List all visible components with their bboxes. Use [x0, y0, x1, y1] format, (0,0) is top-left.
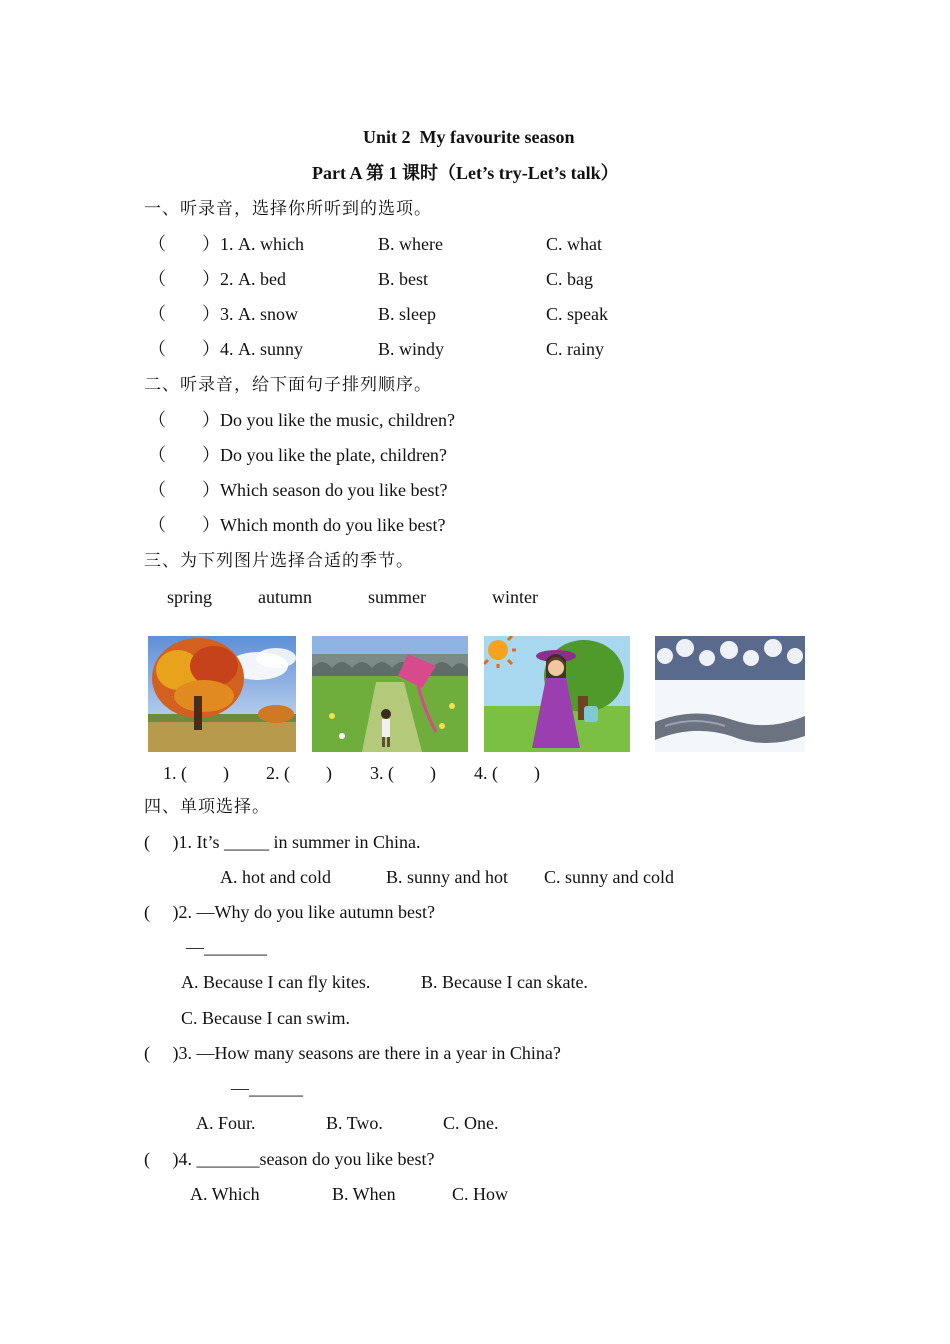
s1-q3-option-a: （ ）3. A. snow — [148, 304, 299, 324]
s1-q3-option-b: B. sleep — [378, 304, 436, 324]
s4-q4-stem: ( )4. _______season do you like best? — [144, 1149, 435, 1169]
s1-q4-option-c: C. rainy — [546, 339, 604, 359]
s1-q4-option-a: （ ）4. A. sunny — [148, 339, 304, 359]
picture-blank-2[interactable]: 2. ( ) — [266, 763, 332, 783]
s4-q2-option-c: C. Because I can swim. — [181, 1008, 350, 1028]
s4-q3-stem: ( )3. —How many seasons are there in a year in China? — [144, 1043, 561, 1063]
s1-q4-option-b: B. windy — [378, 339, 445, 359]
word-autumn: autumn — [258, 587, 312, 607]
s4-q2-stem: ( )2. —Why do you like autumn best? — [144, 902, 435, 922]
kite-meadow-picture — [312, 636, 468, 752]
picture-blank-4[interactable]: 4. ( ) — [474, 763, 540, 783]
s1-q2-option-c: C. bag — [546, 269, 593, 289]
picture-blank-3[interactable]: 3. ( ) — [370, 763, 436, 783]
s4-q1-option-b: B. sunny and hot — [386, 867, 509, 887]
snowy-creek-picture — [655, 636, 805, 752]
s4-q2-answer-blank: —_______ — [186, 937, 267, 957]
s4-q3-option-c: C. One. — [443, 1113, 499, 1133]
s2-sentence-1: （ ）Do you like the music, children? — [148, 410, 455, 430]
s1-q2-option-a: （ ）2. A. bed — [148, 269, 286, 289]
summer-sun-girl-picture — [484, 636, 630, 752]
section2-heading: 二、听录音，给下面句子排列顺序。 — [144, 375, 432, 395]
word-spring: spring — [167, 587, 212, 607]
s4-q3-answer-blank: —______ — [231, 1078, 303, 1098]
word-summer: summer — [368, 587, 426, 607]
s2-sentence-3: （ ）Which season do you like best? — [148, 480, 448, 500]
s4-q1-stem: ( )1. It’s _____ in summer in China. — [144, 832, 421, 852]
word-winter: winter — [492, 587, 538, 607]
s4-q1-option-a: A. hot and cold — [220, 867, 331, 887]
s4-q3-option-b: B. Two. — [326, 1113, 383, 1133]
s1-q3-option-c: C. speak — [546, 304, 608, 324]
picture-blank-1[interactable]: 1. ( ) — [163, 763, 229, 783]
page-subtitle: Part A 第 1 课时（Let’s try-Let’s talk） — [312, 163, 619, 183]
s4-q3-option-a: A. Four. — [196, 1113, 256, 1133]
s4-q2-option-a: A. Because I can fly kites. — [181, 972, 371, 992]
s2-sentence-4: （ ）Which month do you like best? — [148, 515, 446, 535]
s4-q4-option-c: C. How — [452, 1184, 509, 1204]
s4-q1-option-c: C. sunny and cold — [544, 867, 674, 887]
section4-heading: 四、单项选择。 — [144, 797, 270, 817]
s1-q1-option-a: （ ）1. A. which — [148, 234, 304, 254]
s4-q2-option-b: B. Because I can skate. — [421, 972, 588, 992]
s1-q2-option-b: B. best — [378, 269, 429, 289]
s1-q1-option-b: B. where — [378, 234, 443, 254]
s1-q1-option-c: C. what — [546, 234, 602, 254]
autumn-tree-picture — [148, 636, 296, 752]
section1-heading: 一、听录音，选择你所听到的选项。 — [144, 199, 432, 219]
s2-sentence-2: （ ）Do you like the plate, children? — [148, 445, 447, 465]
s4-q4-option-b: B. When — [332, 1184, 396, 1204]
section3-heading: 三、为下列图片选择合适的季节。 — [144, 551, 414, 571]
page-title: Unit 2 My favourite season — [363, 127, 575, 147]
s4-q4-option-a: A. Which — [190, 1184, 260, 1204]
